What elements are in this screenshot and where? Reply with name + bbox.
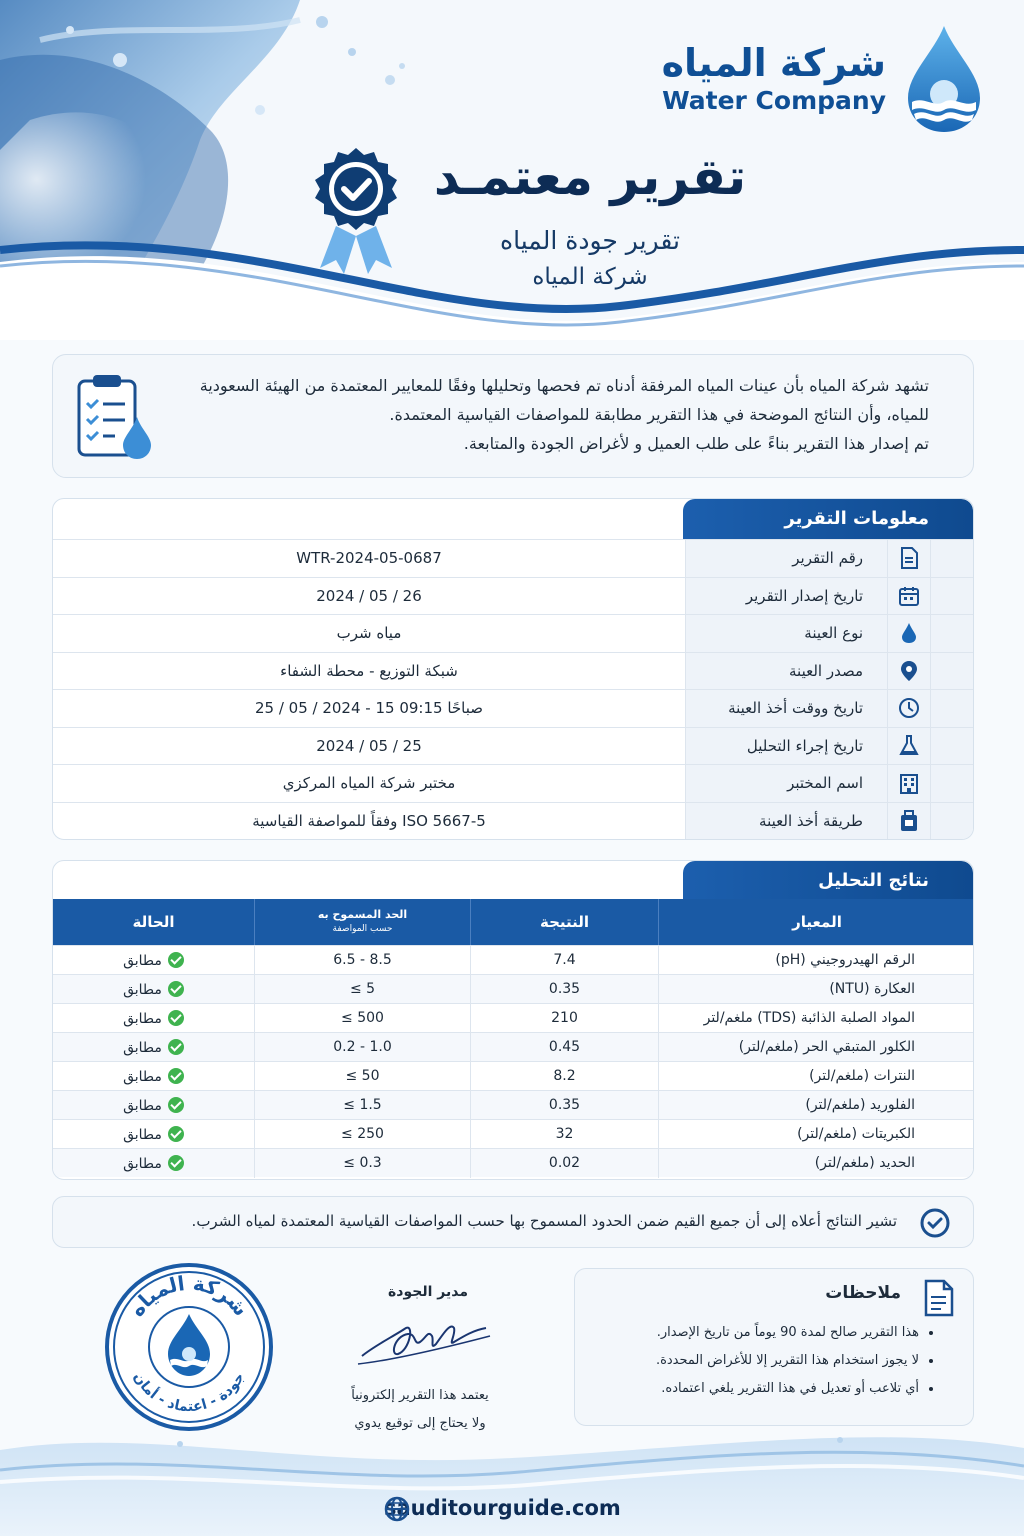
info-row [53,539,974,577]
status-badge: مطابق [123,1040,162,1056]
certification-statement [52,354,974,478]
status-cell [53,946,255,975]
analysis-results-table [52,860,974,1180]
info-value: شبكة التوزيع - محطة الشفاء [280,661,458,680]
table-row [53,1032,974,1061]
info-value: مياه شرب [336,624,402,642]
sample-kit-icon [887,803,931,840]
info-label: تاريخ إصدار التقرير [685,578,974,615]
check-circle-icon [168,1068,184,1084]
flask-icon [887,728,931,765]
note-item: • أي تلاعب أو تعديل في هذا التقرير يلغي اعتماده. [599,1375,919,1403]
limit-cell: ≤ 500 [255,1004,471,1033]
parameter-cell: النترات (ملغم/لتر) [809,1068,915,1084]
result-cell: 0.35 [471,1091,659,1120]
signature-scribble [354,1306,494,1376]
signature-note-2: ولا يحتاج إلى توقيع يدوي [354,1416,486,1431]
footer [0,1430,1024,1536]
footer-wave-background [0,1430,1024,1536]
info-row [53,577,974,615]
info-value: WTR-2024-05-0687 [296,549,442,567]
company-name-en: Water Company [662,86,886,115]
check-circle-icon [168,1097,184,1113]
info-value: 2024 / 05 / 26 [316,586,422,605]
statement-line-1: تشهد شركة المياه بأن عينات المياه المرفقة أدناه تم فحصها وتحليلها وفقًا للمعايير المعتمدة من الهيئة السعودية للمياه، وأن النتائج الموضحة في هذا التقرير مطابقة للمواصفات القياسية المعتمدة. [199,376,929,424]
info-label: نوع العينة [685,615,974,652]
status-badge: مطابق [123,1156,162,1172]
quality-manager-title: مدير الجودة [388,1284,468,1300]
info-row [53,689,974,727]
water-drop-logo-icon [904,24,984,134]
status-cell [53,1033,255,1062]
page-subtitle: تقرير جودة المياه [500,226,680,255]
status-badge: مطابق [123,1098,162,1114]
status-cell [53,1120,255,1149]
status-badge: مطابق [123,982,162,998]
note-item: • لا يجوز استخدام هذا التقرير إلا للأغراض المحددة. [599,1347,919,1375]
conclusion-box [52,1196,974,1248]
status-badge: مطابق [123,1069,162,1085]
col-limit-sub: حسب المواصفة [332,924,393,934]
company-name-ar: شركة المياه [661,41,886,85]
check-circle-icon [168,1126,184,1142]
stamp-bottom-text: جودة - اعتماد - أمان [130,1369,248,1416]
calendar-icon [887,578,931,615]
info-row [53,652,974,690]
report-info-table [52,498,974,840]
parameter-cell: الحديد (ملغم/لتر) [814,1155,915,1171]
note-item: • هذا التقرير صالح لمدة 90 يوماً من تاريخ الإصدار. [599,1319,919,1347]
header [0,0,1024,340]
result-cell: 7.4 [471,946,659,975]
location-pin-icon [887,653,931,690]
status-cell [53,1149,255,1178]
result-cell: 0.35 [471,975,659,1004]
status-cell [53,1091,255,1120]
check-circle-icon [168,1010,184,1026]
parameter-cell: الفلوريد (ملغم/لتر) [805,1097,915,1113]
col-limit-label: الحد المسموح به [317,908,408,921]
status-cell [53,1004,255,1033]
clock-icon [887,690,931,727]
info-value: 2024 / 05 / 25 [316,736,422,755]
limit-cell: ≤ 5 [255,975,471,1004]
footer-website[interactable] [384,1496,621,1520]
col-result: النتيجة [471,899,659,945]
parameter-cell: المواد الصلبة الذائبة (TDS) ملغم/لتر [703,1010,915,1026]
limit-cell: ≤ 50 [255,1062,471,1091]
limit-cell: ≤ 250 [255,1120,471,1149]
status-badge: مطابق [123,1127,162,1143]
conclusion-text: تشير النتائج أعلاه إلى أن جميع القيم ضمن الحدود المسموح بها حسب المواصفات القياسية المعتمدة لمياه الشرب. [191,1212,897,1230]
check-circle-icon [168,952,184,968]
info-row [53,727,974,765]
result-cell: 32 [471,1120,659,1149]
certified-badge-icon [306,146,406,276]
document-icon [887,540,931,577]
col-parameter: المعيار [792,913,842,931]
info-row [53,764,974,802]
globe-icon [384,1496,410,1522]
company-stamp [104,1262,274,1432]
page-company: شركة المياه [532,264,648,290]
water-drop-icon [887,615,931,652]
table-row [53,1003,974,1032]
parameter-cell: الكلور المتبقي الحر (ملغم/لتر) [738,1039,915,1055]
results-header-row [53,899,974,945]
result-cell: 210 [471,1004,659,1033]
status-cell [53,1062,255,1091]
table-row [53,1090,974,1119]
limit-cell: ≤ 0.3 [255,1149,471,1178]
col-status: الحالة [53,899,255,945]
footer-url[interactable]: sauditourguide.com [384,1496,621,1520]
limit-cell: 6.5 - 8.5 [255,946,471,975]
limit-cell: 0.2 - 1.0 [255,1033,471,1062]
table-row [53,1148,974,1177]
status-cell [53,975,255,1004]
status-badge: مطابق [123,953,162,969]
check-circle-outline-icon [919,1207,951,1239]
statement-line-2: تم إصدار هذا التقرير بناءً على طلب العميل و لأغراض الجودة والمتابعة. [463,434,929,453]
info-label: طريقة أخذ العينة [685,803,974,840]
info-label: مصدر العينة [685,653,974,690]
notes-document-icon [921,1279,955,1317]
signature-note-1: يعتمد هذا التقرير إلكترونياً [351,1388,489,1403]
table-row [53,1119,974,1148]
info-value: مختبر شركة المياه المركزي [282,774,456,792]
notes-title: ملاحظات [825,1283,901,1303]
info-label: تاريخ إجراء التحليل [685,728,974,765]
building-icon [887,765,931,802]
result-cell: 0.45 [471,1033,659,1062]
result-cell: 8.2 [471,1062,659,1091]
parameter-cell: العكارة (NTU) [829,981,915,997]
result-cell: 0.02 [471,1149,659,1178]
parameter-cell: الرقم الهيدروجيني (pH) [775,952,915,968]
stamp-top-text: شركة المياه [124,1270,254,1321]
table-row [53,974,974,1003]
info-row [53,614,974,652]
table-row [53,945,974,974]
info-row [53,802,974,840]
parameter-cell: الكبريتات (ملغم/لتر) [797,1126,915,1142]
info-value: 25 / 05 / 2024 - 15 09:15 صباحًا [254,699,483,717]
company-logo [662,24,984,134]
notes-box [574,1268,974,1426]
status-badge: مطابق [123,1011,162,1027]
page-title: تقرير معتمـد [433,148,747,206]
info-value: وفقاً للمواصفة القياسية ISO 5667-5 [252,811,486,830]
check-circle-icon [168,1039,184,1055]
col-limit [255,899,471,945]
info-label: اسم المختبر [685,765,974,802]
check-circle-icon [168,981,184,997]
check-circle-icon [168,1155,184,1171]
results-title: نتائج التحليل [683,861,973,901]
table-row [53,1061,974,1090]
report-info-title: معلومات التقرير [683,499,973,539]
clipboard-checklist-icon [75,373,159,463]
info-label: رقم التقرير [685,540,974,577]
limit-cell: ≤ 1.5 [255,1091,471,1120]
info-label: تاريخ ووقت أخذ العينة [685,690,974,727]
